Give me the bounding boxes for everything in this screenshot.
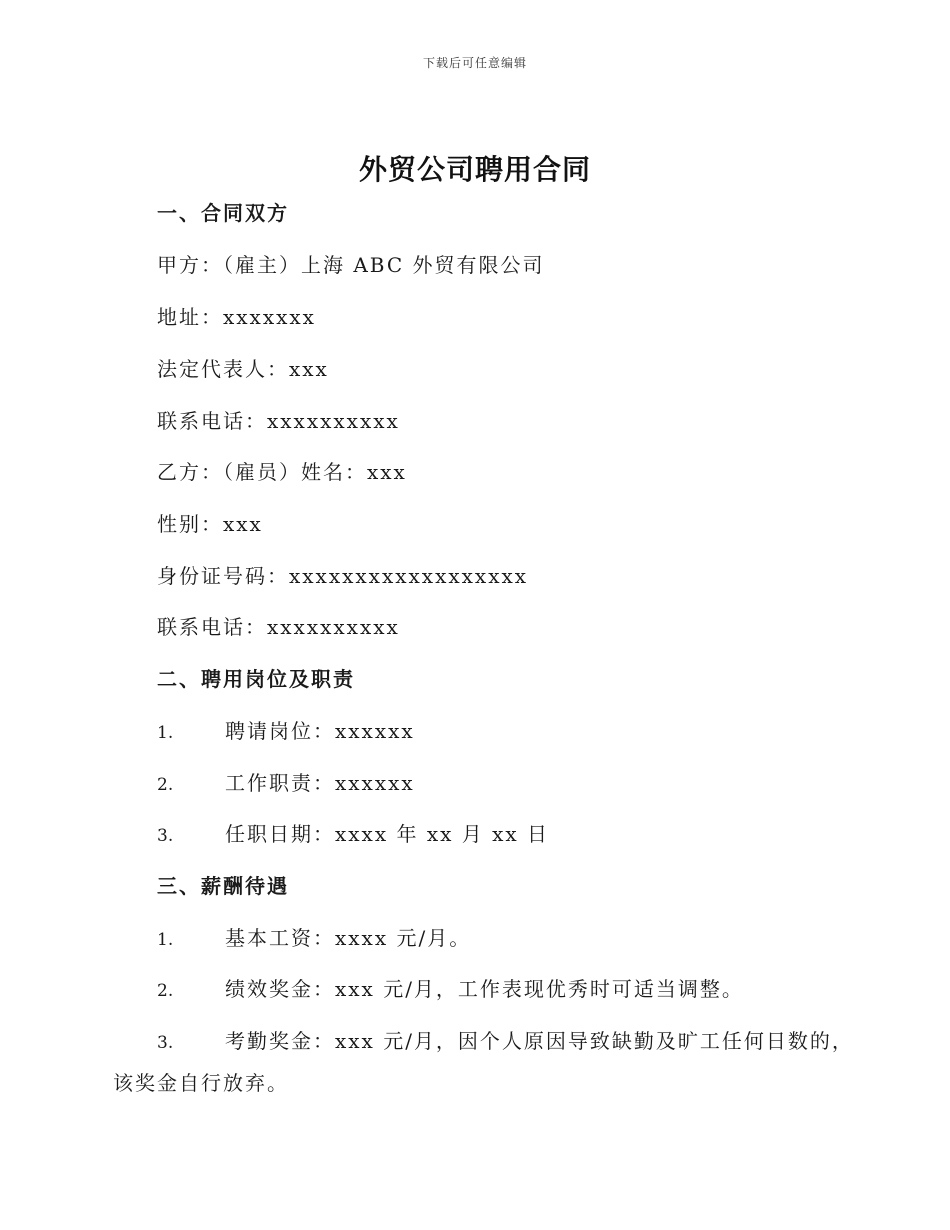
section-heading-parties: 一、合同双方: [157, 201, 289, 225]
list-item: [157, 818, 549, 847]
list-number: 2.: [157, 775, 174, 795]
party-b-phone-line: 联系电话：xxxxxxxxxx: [157, 615, 400, 639]
address-line: 地址：xxxxxxx: [157, 305, 316, 329]
id-number-line: 身份证号码：xxxxxxxxxxxxxxxxxx: [157, 564, 529, 588]
list-number: 3.: [157, 1033, 174, 1053]
header-note: 下载后可任意编辑: [422, 56, 527, 70]
list-text: 任职日期：xxxx 年 xx 月 xx 日: [225, 822, 550, 846]
list-text: 基本工资：xxxx 元/月。: [225, 926, 472, 950]
list-item: [157, 767, 415, 796]
section-heading-salary: 三、薪酬待遇: [157, 874, 289, 898]
document-title: 外贸公司聘用合同: [358, 153, 591, 186]
section-heading-position: 二、聘用岗位及职责: [157, 667, 355, 691]
list-item: [157, 922, 471, 951]
party-b-line: 乙方：（雇员）姓名：xxx: [157, 460, 407, 484]
list-item-continuation: 该奖金自行放弃。: [113, 1071, 289, 1095]
list-number: 1.: [157, 723, 174, 743]
list-item: [157, 715, 415, 744]
list-item: [157, 973, 744, 1002]
list-number: 2.: [157, 981, 174, 1001]
legal-representative-line: 法定代表人：xxx: [157, 357, 329, 381]
list-item: [157, 1025, 854, 1054]
list-text: 聘请岗位：xxxxxx: [225, 719, 415, 743]
list-text: 工作职责：xxxxxx: [225, 771, 415, 795]
list-number: 1.: [157, 930, 174, 950]
party-a-phone-line: 联系电话：xxxxxxxxxx: [157, 409, 400, 433]
list-number: 3.: [157, 826, 174, 846]
party-a-line: 甲方：（雇主）上海 ABC 外贸有限公司: [157, 253, 545, 277]
list-text: 绩效奖金：xxx 元/月，工作表现优秀时可适当调整。: [225, 977, 744, 1001]
gender-line: 性别：xxx: [157, 512, 263, 536]
list-text: 考勤奖金：xxx 元/月，因个人原因导致缺勤及旷工任何日数的，: [225, 1029, 854, 1053]
